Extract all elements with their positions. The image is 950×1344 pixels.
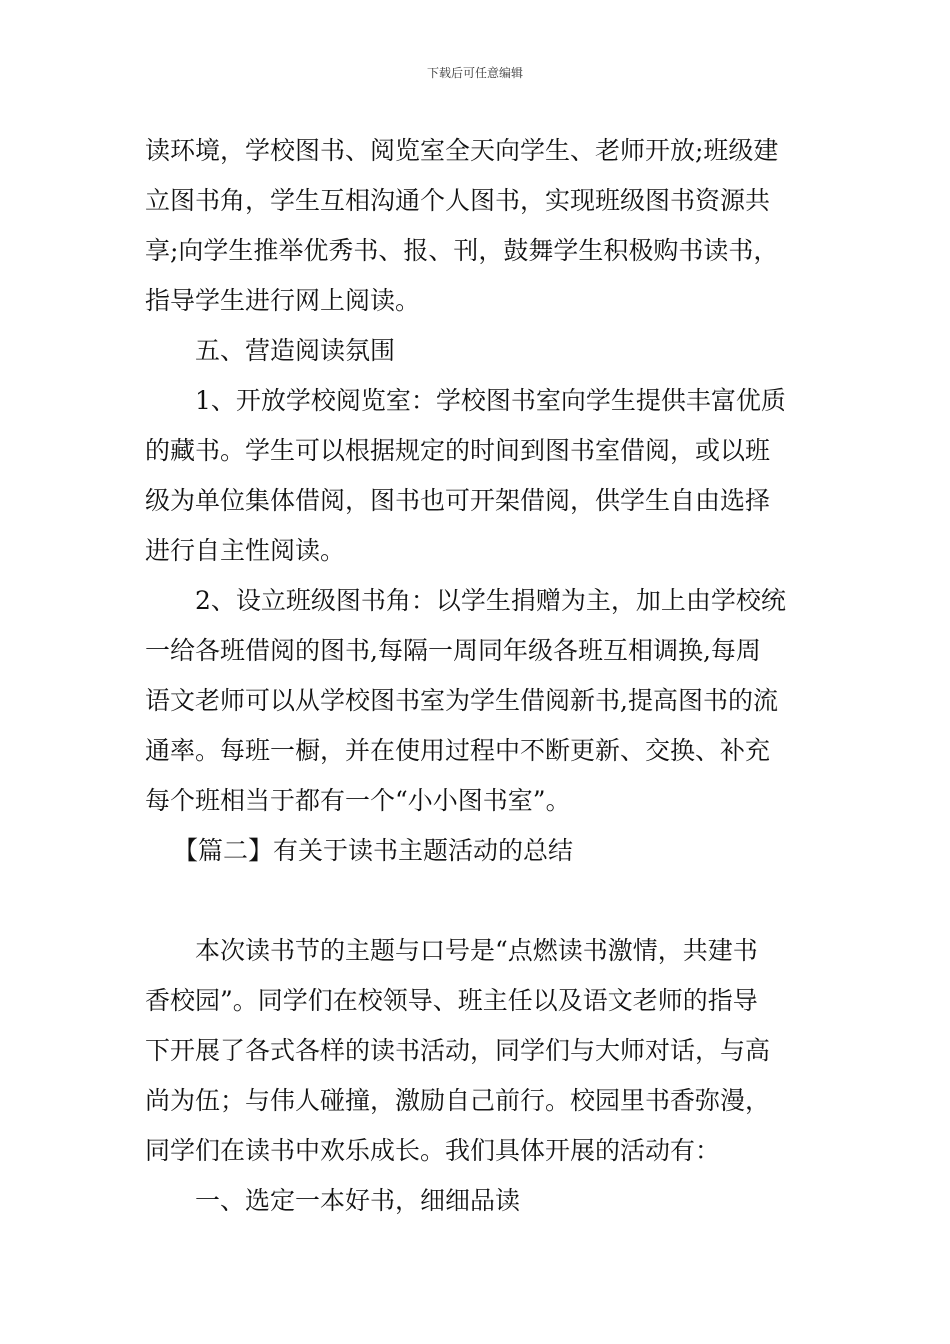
paragraph-line: 语文老师可以从学校图书室为学生借阅新书,提高图书的流 <box>145 686 778 715</box>
paragraph-line: 尚为伍；与伟人碰撞，激励自己前行。校园里书香弥漫， <box>145 1086 771 1115</box>
paragraph-line: 下开展了各式各样的读书活动，同学们与大师对话，与高 <box>145 1036 771 1065</box>
paragraph-line: 立图书角，学生互相沟通个人图书，实现班级图书资源共 <box>145 186 771 215</box>
paragraph-line: 本次读书节的主题与口号是“点燃读书激情，共建书 <box>195 936 758 965</box>
paragraph-line: 一给各班借阅的图书,每隔一周同年级各班互相调换,每周 <box>145 636 761 665</box>
paragraph-line: 2、设立班级图书角：以学生捐赠为主，加上由学校统 <box>195 586 786 615</box>
article-title: 【篇二】有关于读书主题活动的总结 <box>173 836 574 865</box>
paragraph-line: 进行自主性阅读。 <box>145 536 346 565</box>
paragraph-line: 享;向学生推举优秀书、报、刊，鼓舞学生积极购书读书， <box>145 236 779 265</box>
section-heading: 五、营造阅读氛围 <box>195 336 396 365</box>
document-body <box>145 126 810 1226</box>
paragraph-line: 每个班相当于都有一个“小小图书室”。 <box>145 786 571 815</box>
paragraph-line: 香校园”。同学们在校领导、班主任以及语文老师的指导 <box>145 986 758 1015</box>
paragraph-line: 同学们在读书中欢乐成长。我们具体开展的活动有： <box>145 1136 721 1165</box>
paragraph-line: 级为单位集体借阅，图书也可开架借阅，供学生自由选择 <box>145 486 771 515</box>
paragraph-line: 指导学生进行网上阅读。 <box>145 286 421 315</box>
paragraph-line: 读环境，学校图书、阅览室全天向学生、老师开放;班级建 <box>145 136 779 165</box>
paragraph-line: 通率。每班一橱，并在使用过程中不断更新、交换、补充 <box>145 736 771 765</box>
page-header: 下载后可任意编辑 <box>426 66 523 80</box>
paragraph-line: 的藏书。学生可以根据规定的时间到图书室借阅，或以班 <box>145 436 771 465</box>
paragraph-line: 1、开放学校阅览室：学校图书室向学生提供丰富优质 <box>195 386 786 415</box>
section-heading: 一、选定一本好书，细细品读 <box>195 1186 521 1215</box>
blank-line <box>145 876 810 926</box>
